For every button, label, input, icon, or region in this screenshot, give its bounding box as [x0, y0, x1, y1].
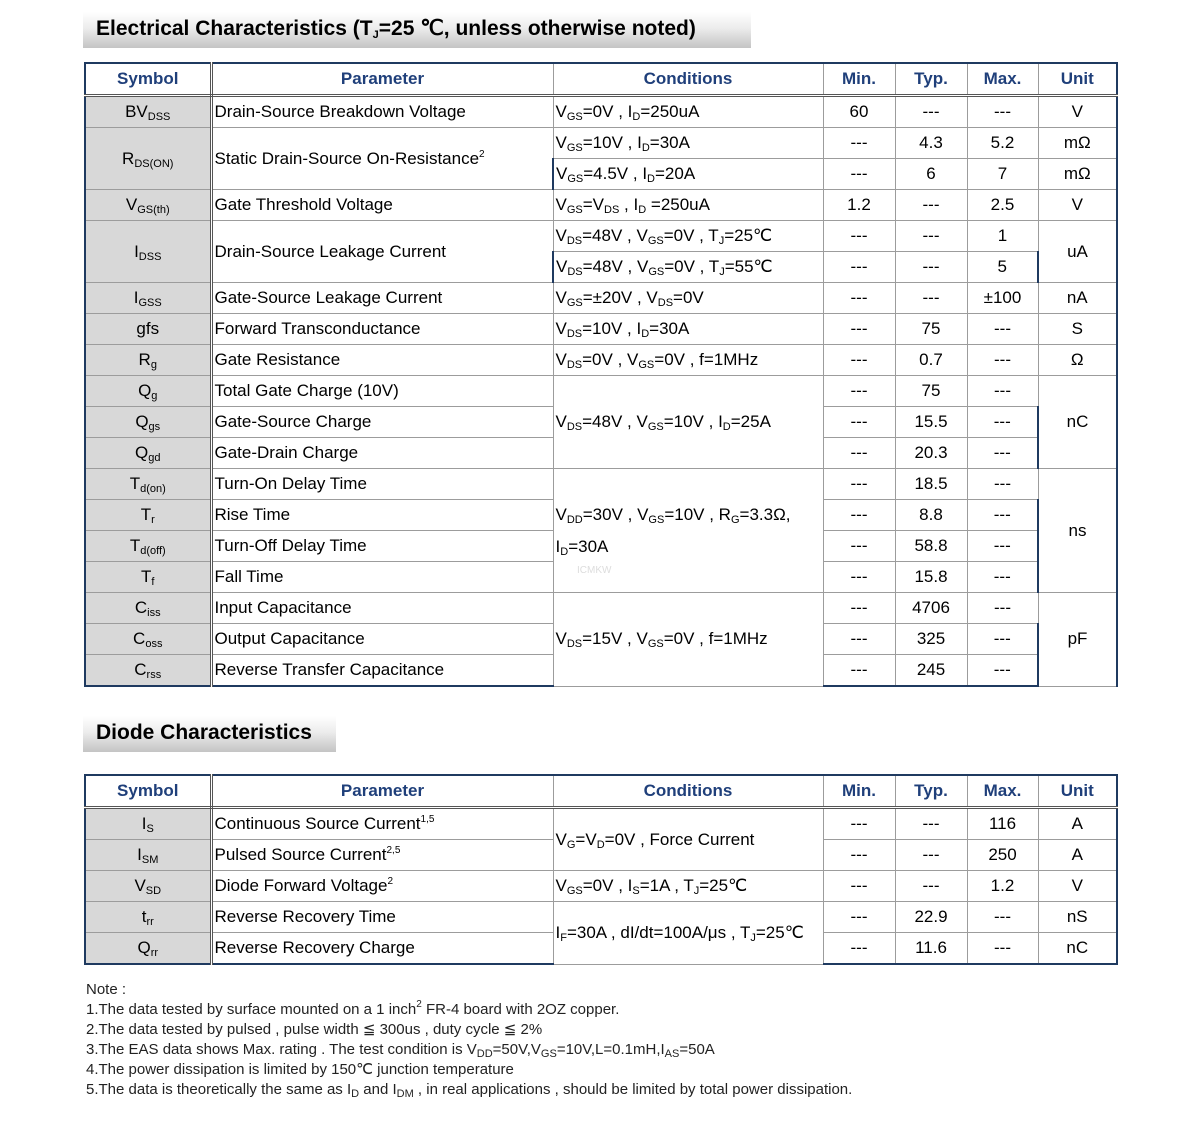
unit-cell: nA — [1038, 283, 1117, 314]
unit-cell: V — [1038, 190, 1117, 221]
unit-cell: V — [1038, 96, 1117, 128]
note-5: 5.The data is theoretically the same as $I_D$ and $I_{DM}$ , in real applications , should be limited by total power dissipation. — [86, 1081, 853, 1100]
parameter-cell: Gate-Source Leakage Current — [211, 283, 553, 314]
min-cell: --- — [823, 655, 895, 687]
header-typ: Typ. — [895, 775, 967, 808]
symbol-vgsth: $V_{GS(th)}$ — [85, 190, 211, 221]
min-cell: --- — [823, 128, 895, 159]
conditions-cell: $V_{DS}=48V$ , $V_{GS}=0V$ , $T_J=55℃$ — [553, 252, 823, 283]
min-cell: --- — [823, 345, 895, 376]
max-cell: --- — [967, 469, 1038, 500]
electrical-characteristics-title — [83, 12, 751, 48]
symbol-is: $I_S$ — [85, 808, 211, 840]
typ-cell: --- — [895, 96, 967, 128]
typ-cell: 20.3 — [895, 438, 967, 469]
table-row — [85, 376, 1117, 407]
unit-cell: nC — [1038, 933, 1117, 965]
conditions-cell: $V_{GS}=V_{DS}$ , $I_D =250uA$ — [553, 190, 823, 221]
symbol-tr: $T_r$ — [85, 500, 211, 531]
parameter-cell: Drain-Source Leakage Current — [211, 221, 553, 283]
symbol-vsd: $V_{SD}$ — [85, 871, 211, 902]
max-cell: 1.2 — [967, 871, 1038, 902]
parameter-cell: Total Gate Charge (10V) — [211, 376, 553, 407]
unit-cell: mΩ — [1038, 159, 1117, 190]
parameter-cell: Reverse Recovery Time — [211, 902, 553, 933]
unit-cell: nC — [1038, 376, 1117, 469]
min-cell: --- — [823, 593, 895, 624]
typ-cell: 15.8 — [895, 562, 967, 593]
symbol-qg: $Q_g$ — [85, 376, 211, 407]
min-cell: --- — [823, 221, 895, 252]
typ-cell: 15.5 — [895, 407, 967, 438]
table-row — [85, 283, 1117, 314]
table-row — [85, 190, 1117, 221]
min-cell: --- — [823, 562, 895, 593]
symbol-rg: $R_g$ — [85, 345, 211, 376]
unit-cell: Ω — [1038, 345, 1117, 376]
diode-characteristics-title: Diode Characteristics — [83, 716, 336, 752]
title-part: Electrical Characteristics (T — [96, 17, 373, 40]
header-symbol: Symbol — [85, 775, 211, 808]
note-2: 2.The data tested by pulsed , pulse width ≦ 300us , duty cycle ≦ 2% — [86, 1021, 543, 1038]
parameter-cell: Gate-Drain Charge — [211, 438, 553, 469]
header-conditions: Conditions — [553, 63, 823, 96]
symbol-tf: $T_f$ — [85, 562, 211, 593]
symbol-trr: $t_{rr}$ — [85, 902, 211, 933]
note-3: 3.The EAS data shows Max. rating . The test condition is $V_{DD}=50V,V_{GS}=10V,L=0.1mH,I_{AS}=50A$ — [86, 1041, 715, 1060]
parameter-cell: Static Drain-Source On-Resistance$^2$ — [211, 128, 553, 190]
max-cell: 5.2 — [967, 128, 1038, 159]
symbol-tdoff: $T_{d(off)}$ — [85, 531, 211, 562]
typ-cell: 11.6 — [895, 933, 967, 965]
symbol-qgd: $Q_{gd}$ — [85, 438, 211, 469]
conditions-cell: $V_{GS}=4.5V$ , $I_D=20A$ — [553, 159, 823, 190]
note-1: 1.The data tested by surface mounted on a 1 inch$^2$ FR-4 board with 2OZ copper. — [86, 999, 620, 1018]
table-header-row — [85, 775, 1117, 808]
typ-cell: 325 — [895, 624, 967, 655]
header-max: Max. — [967, 775, 1038, 808]
min-cell: --- — [823, 438, 895, 469]
conditions-cell: $V_{GS}=0V$ , $I_S=1A$ , $T_J=25℃$ — [553, 871, 823, 902]
conditions-cell: $V_G=V_D=0V$ , Force Current — [553, 808, 823, 871]
max-cell: --- — [967, 96, 1038, 128]
max-cell: 250 — [967, 840, 1038, 871]
min-cell: 1.2 — [823, 190, 895, 221]
parameter-cell: Output Capacitance — [211, 624, 553, 655]
typ-cell: 6 — [895, 159, 967, 190]
min-cell: --- — [823, 469, 895, 500]
typ-cell: 4.3 — [895, 128, 967, 159]
conditions-cell: $I_F=30A$ , dI/dt=100A/μs , $T_J=25℃$ — [553, 902, 823, 965]
symbol-idss: $I_{DSS}$ — [85, 221, 211, 283]
min-cell: --- — [823, 902, 895, 933]
parameter-cell: Input Capacitance — [211, 593, 553, 624]
table-row — [85, 593, 1117, 624]
parameter-cell: Pulsed Source Current$^{2,5}$ — [211, 840, 553, 871]
table-row — [85, 469, 1117, 500]
typ-cell: 8.8 — [895, 500, 967, 531]
header-typ: Typ. — [895, 63, 967, 96]
conditions-cell: $V_{DS}=0V$ , $V_{GS}=0V$ , f=1MHz — [553, 345, 823, 376]
max-cell: 1 — [967, 221, 1038, 252]
table-row — [85, 96, 1117, 128]
max-cell: --- — [967, 531, 1038, 562]
symbol-qgs: $Q_{gs}$ — [85, 407, 211, 438]
parameter-cell: Gate-Source Charge — [211, 407, 553, 438]
symbol-bvdss: $BV_{DSS}$ — [85, 96, 211, 128]
max-cell: --- — [967, 902, 1038, 933]
min-cell: --- — [823, 500, 895, 531]
min-cell: --- — [823, 840, 895, 871]
conditions-cell: $V_{GS}=10V$ , $I_D=30A$ — [553, 128, 823, 159]
min-cell: --- — [823, 159, 895, 190]
watermark: ICMKW — [577, 565, 612, 576]
title-subscript: J — [372, 29, 379, 41]
typ-cell: 18.5 — [895, 469, 967, 500]
parameter-cell: Forward Transconductance — [211, 314, 553, 345]
max-cell: --- — [967, 376, 1038, 407]
max-cell: --- — [967, 624, 1038, 655]
conditions-cell: $V_{DS}=15V$ , $V_{GS}=0V$ , f=1MHz — [553, 593, 823, 687]
parameter-cell: Rise Time — [211, 500, 553, 531]
min-cell: --- — [823, 531, 895, 562]
table-row — [85, 345, 1117, 376]
parameter-cell: Drain-Source Breakdown Voltage — [211, 96, 553, 128]
unit-cell: mΩ — [1038, 128, 1117, 159]
max-cell: ±100 — [967, 283, 1038, 314]
notes-heading: Note : — [86, 981, 127, 998]
header-symbol: Symbol — [85, 63, 211, 96]
unit-cell: pF — [1038, 593, 1117, 687]
symbol-crss: $C_{rss}$ — [85, 655, 211, 687]
max-cell: --- — [967, 438, 1038, 469]
conditions-cell: $V_{GS}=0V$ , $I_D=250uA$ — [553, 96, 823, 128]
typ-cell: --- — [895, 808, 967, 840]
symbol-ism: $I_{SM}$ — [85, 840, 211, 871]
max-cell: --- — [967, 562, 1038, 593]
conditions-cell: $V_{DD}=30V$ , $V_{GS}=10V$ , $R_G=3.3\Omega$, $I_D=30A$ — [553, 469, 823, 593]
header-min: Min. — [823, 63, 895, 96]
header-min: Min. — [823, 775, 895, 808]
unit-cell: V — [1038, 871, 1117, 902]
parameter-cell: Gate Threshold Voltage — [211, 190, 553, 221]
conditions-cell: $V_{GS}=\pm 20V$ , $V_{DS}=0V$ — [553, 283, 823, 314]
min-cell: --- — [823, 808, 895, 840]
typ-cell: --- — [895, 252, 967, 283]
parameter-cell: Diode Forward Voltage$^2$ — [211, 871, 553, 902]
max-cell: --- — [967, 314, 1038, 345]
min-cell: --- — [823, 871, 895, 902]
symbol-ciss: $C_{iss}$ — [85, 593, 211, 624]
parameter-cell: Continuous Source Current$^{1,5}$ — [211, 808, 553, 840]
unit-cell: nS — [1038, 902, 1117, 933]
min-cell: --- — [823, 624, 895, 655]
symbol-qrr: $Q_{rr}$ — [85, 933, 211, 965]
symbol-igss: $I_{GSS}$ — [85, 283, 211, 314]
typ-cell: --- — [895, 283, 967, 314]
header-parameter: Parameter — [211, 775, 553, 808]
typ-cell: --- — [895, 190, 967, 221]
min-cell: --- — [823, 933, 895, 965]
typ-cell: 4706 — [895, 593, 967, 624]
header-max: Max. — [967, 63, 1038, 96]
table-row — [85, 128, 1117, 159]
min-cell: --- — [823, 314, 895, 345]
min-cell: 60 — [823, 96, 895, 128]
symbol-tdon: $T_{d(on)}$ — [85, 469, 211, 500]
typ-cell: 22.9 — [895, 902, 967, 933]
table-row — [85, 221, 1117, 252]
typ-cell: 58.8 — [895, 531, 967, 562]
table-header-row — [85, 63, 1117, 96]
parameter-cell: Gate Resistance — [211, 345, 553, 376]
min-cell: --- — [823, 283, 895, 314]
min-cell: --- — [823, 252, 895, 283]
symbol-rdson: $R_{DS(ON)}$ — [85, 128, 211, 190]
max-cell: --- — [967, 500, 1038, 531]
unit-cell: S — [1038, 314, 1117, 345]
unit-cell: A — [1038, 808, 1117, 840]
parameter-cell: Turn-On Delay Time — [211, 469, 553, 500]
max-cell: 116 — [967, 808, 1038, 840]
max-cell: 5 — [967, 252, 1038, 283]
typ-cell: --- — [895, 871, 967, 902]
unit-cell: uA — [1038, 221, 1117, 283]
header-parameter: Parameter — [211, 63, 553, 96]
table-row — [85, 314, 1117, 345]
typ-cell: 245 — [895, 655, 967, 687]
header-unit: Unit — [1038, 63, 1117, 96]
electrical-characteristics-table — [84, 62, 1118, 687]
notes-block — [86, 980, 852, 1100]
typ-cell: 75 — [895, 314, 967, 345]
symbol-gfs: gfs — [85, 314, 211, 345]
table-row — [85, 871, 1117, 902]
max-cell: --- — [967, 655, 1038, 687]
title-part: =25 ℃, unless otherwise noted) — [378, 17, 696, 40]
typ-cell: --- — [895, 840, 967, 871]
header-unit: Unit — [1038, 775, 1117, 808]
min-cell: --- — [823, 376, 895, 407]
max-cell: 2.5 — [967, 190, 1038, 221]
parameter-cell: Reverse Transfer Capacitance — [211, 655, 553, 687]
conditions-cell: $V_{DS}=48V$ , $V_{GS}=0V$ , $T_J=25℃$ — [553, 221, 823, 252]
parameter-cell: Reverse Recovery Charge — [211, 933, 553, 965]
diode-characteristics-table — [84, 774, 1118, 965]
max-cell: --- — [967, 345, 1038, 376]
note-4: 4.The power dissipation is limited by 150℃ junction temperature — [86, 1061, 514, 1078]
table-row — [85, 902, 1117, 933]
typ-cell: 0.7 — [895, 345, 967, 376]
max-cell: 7 — [967, 159, 1038, 190]
header-conditions: Conditions — [553, 775, 823, 808]
max-cell: --- — [967, 407, 1038, 438]
symbol-coss: $C_{oss}$ — [85, 624, 211, 655]
conditions-cell: $V_{DS}=10V$ , $I_D=30A$ — [553, 314, 823, 345]
unit-cell: ns — [1038, 469, 1117, 593]
parameter-cell: Turn-Off Delay Time — [211, 531, 553, 562]
max-cell: --- — [967, 593, 1038, 624]
parameter-cell: Fall Time — [211, 562, 553, 593]
max-cell: --- — [967, 933, 1038, 965]
typ-cell: --- — [895, 221, 967, 252]
typ-cell: 75 — [895, 376, 967, 407]
table-row — [85, 808, 1117, 840]
conditions-cell: $V_{DS}=48V$ , $V_{GS}=10V$ , $I_D=25A$ — [553, 376, 823, 469]
unit-cell: A — [1038, 840, 1117, 871]
min-cell: --- — [823, 407, 895, 438]
